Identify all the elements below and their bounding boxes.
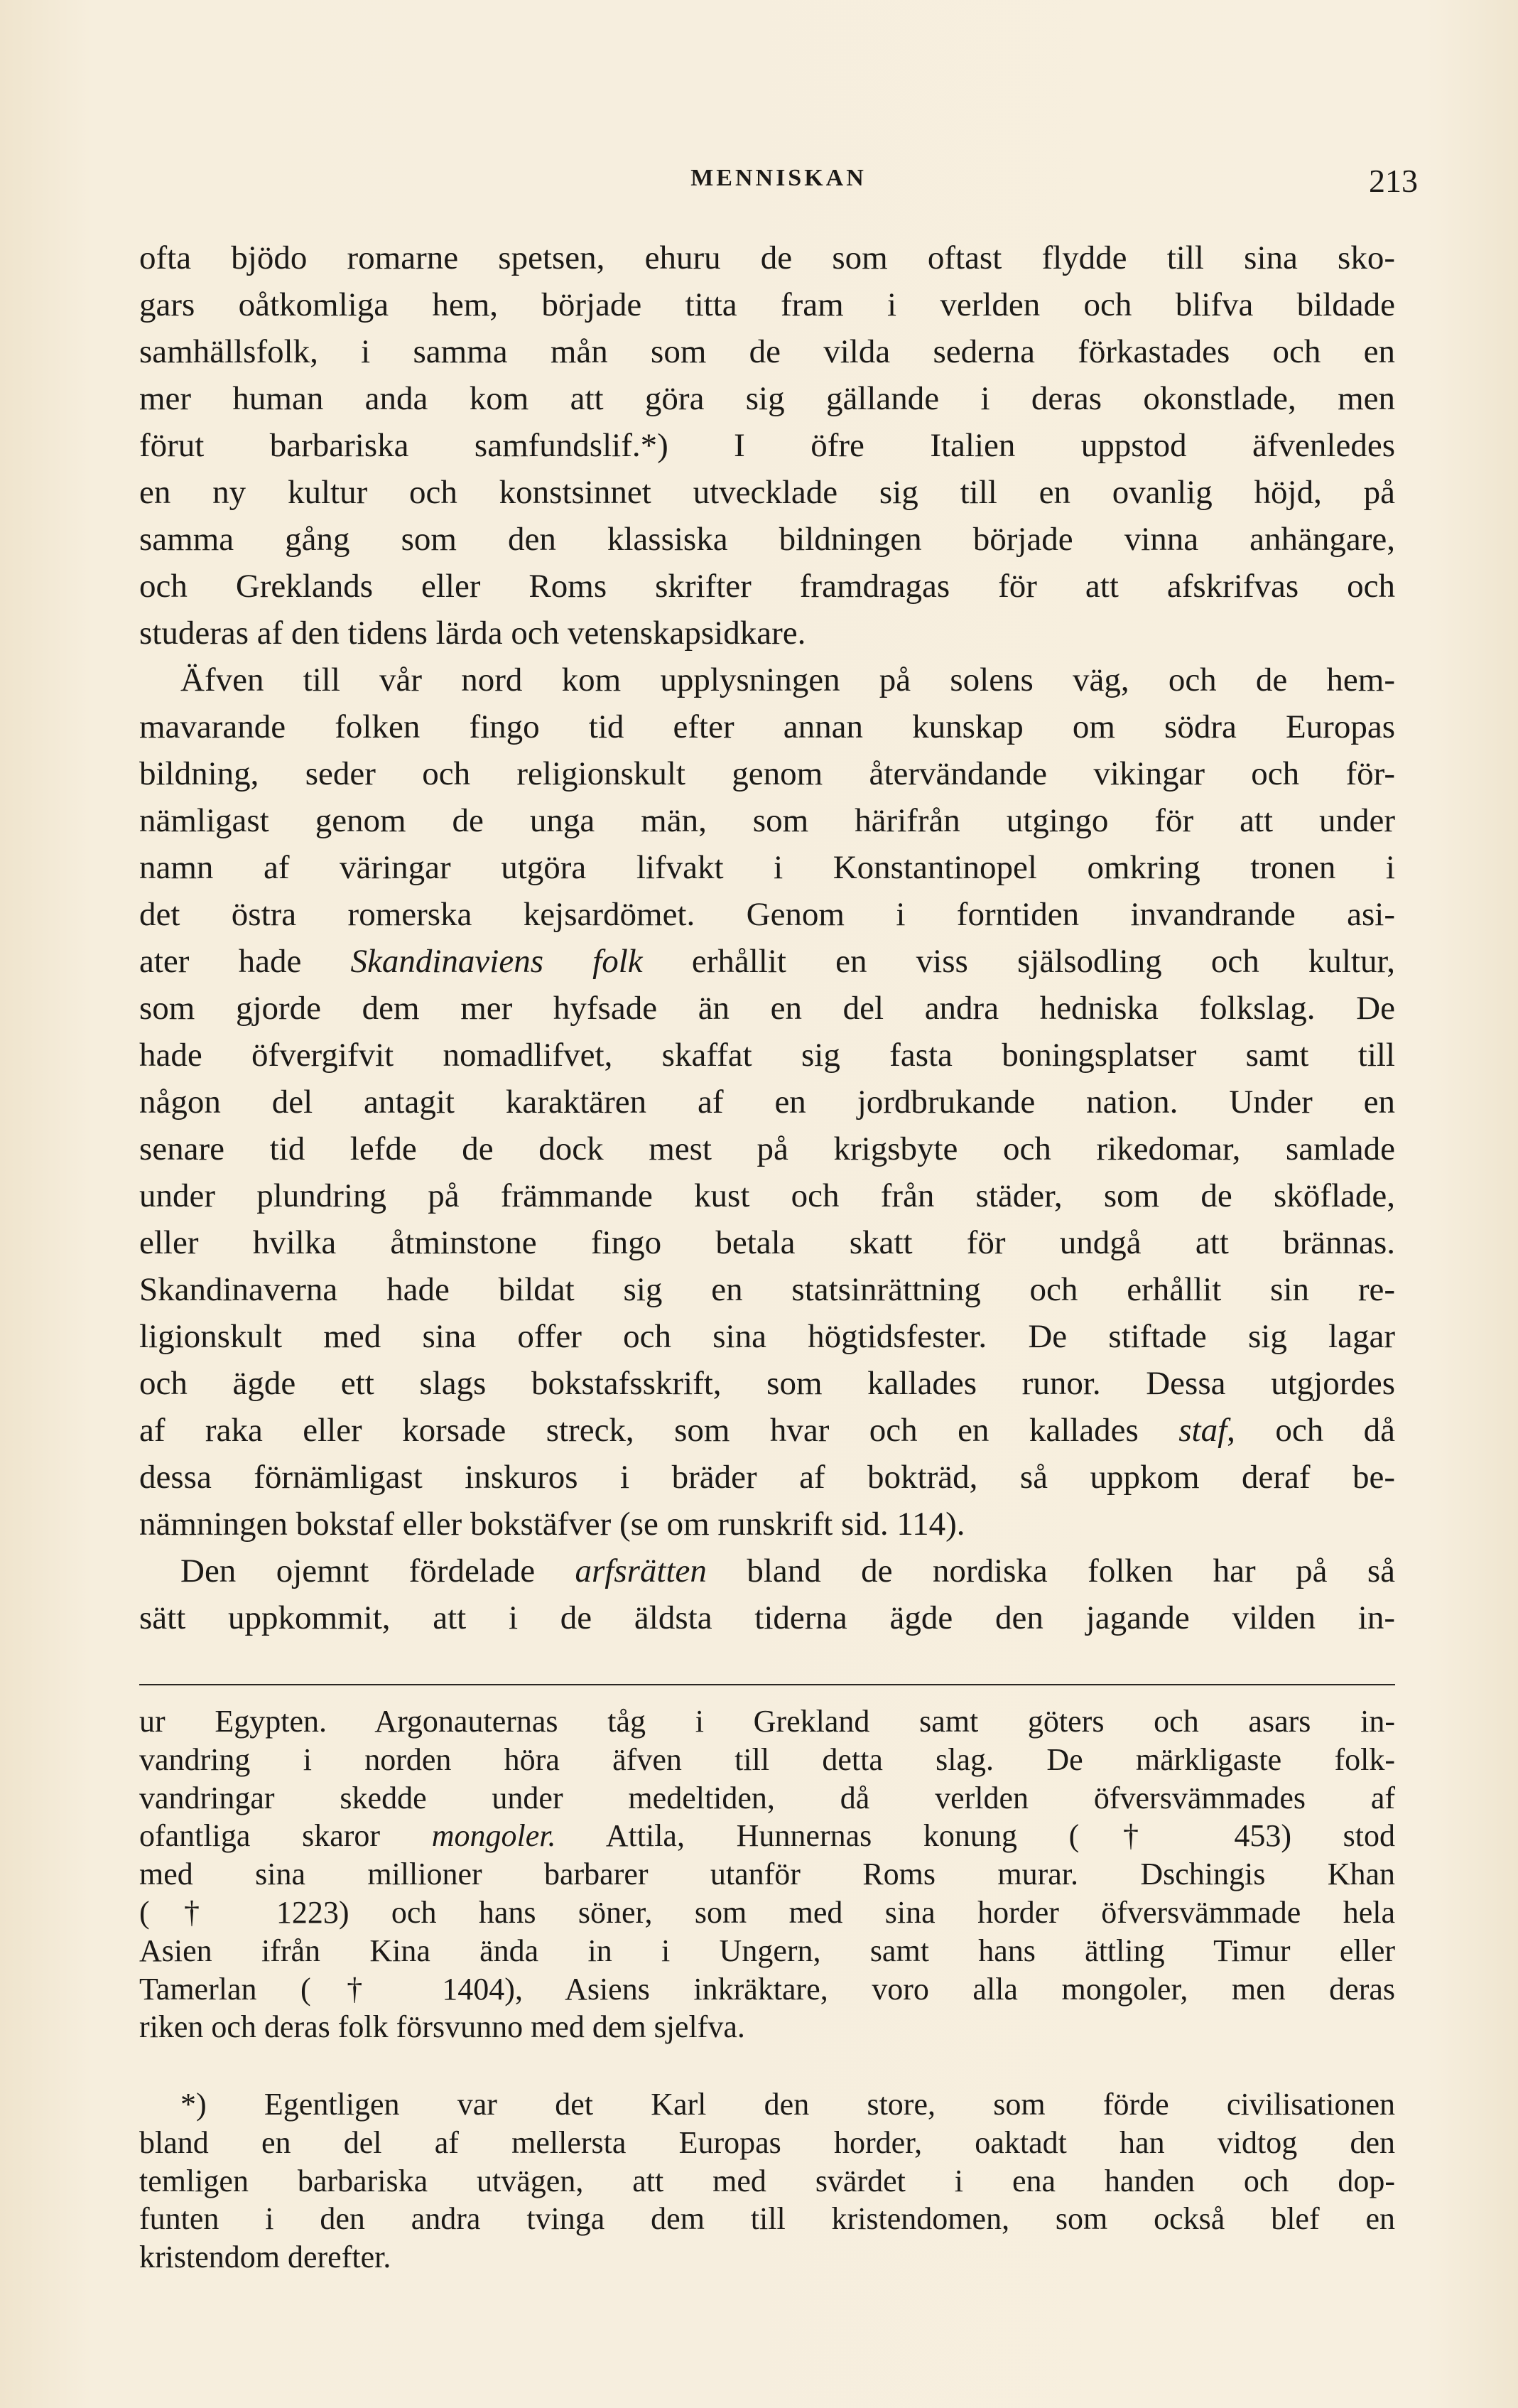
footnote-line: kristendom derefter. [139,2240,391,2275]
body-line: ofta bjödo romarne spetsen, ehuru de som oftast flydde till sina sko- [139,239,1395,276]
body-line: Äfven till vår nord kom upplysningen på solens väg, och de hem- [180,662,1395,698]
body-line [139,1407,1395,1454]
text-run: ater hade [139,943,351,980]
footnote-line: funten i den andra tvinga dem till kristendomen, som också blef en [139,2201,1395,2237]
footnote-continuation [139,1702,1395,2046]
footnote-divider [139,1684,1395,1685]
body-line: hade öfvergifvit nomadlifvet, skaffat sig fasta boningsplatser samt till [139,1037,1395,1074]
body-line [139,1548,1395,1594]
body-line: som gjorde dem mer hyfsade än en del andra hedniska folkslag. De [139,990,1395,1027]
body-line: någon del antagit karaktären af en jordbrukande nation. Under en [139,1084,1395,1121]
body-line: mer human anda kom att göra sig gällande i deras okonstlade, men [139,380,1395,417]
body-line: nämningen bokstaf eller bokstäfver (se om runskrift sid. 114). [139,1506,965,1543]
body-line: dessa förnämligast inskuros i bräder af bokträd, så uppkom deraf be- [139,1459,1395,1496]
body-line [139,938,1395,985]
emphasis-text: staf [1178,1412,1227,1449]
footnote-line: temligen barbariska utvägen, att med svärdet i ena handen och dop- [139,2163,1395,2198]
footnote-line: ur Egypten. Argonauternas tåg i Grekland samt göters och asars in- [139,1704,1395,1739]
text-run: Attila, Hunnernas konung († 453) stod [555,1818,1395,1854]
footnote-line: († 1223) och hans söner, som med sina horder öfversvämmade hela [139,1894,1395,1930]
body-line: sätt uppkommit, att i de äldsta tiderna ägde den jagande vilden in- [139,1599,1395,1636]
body-line: samhällsfolk, i samma mån som de vilda sederna förkastades och en [139,333,1395,370]
body-line: och ägde ett slags bokstafsskrift, som kallades runor. Dessa utgjordes [139,1365,1395,1402]
footnote-line: vandring i norden höra äfven till detta slag. De märkligaste folk- [139,1742,1395,1777]
body-line: studeras af den tidens lärda och vetenskapsidkare. [139,615,806,652]
text-run: Den ojemnt fördelade [180,1553,575,1589]
footnote-line: med sina millioner barbarer utanför Roms murar. Dschingis Khan [139,1857,1395,1892]
footnote-line: Tamerlan († 1404), Asiens inkräktare, voro alla mongoler, men deras [139,1971,1395,2007]
body-line: bildning, seder och religionskult genom återvändande vikingar och för- [139,755,1395,792]
body-line: samma gång som den klassiska bildningen började vinna anhängare, [139,521,1395,558]
footnote-line: bland en del af mellersta Europas horder, oaktadt han vidtog den [139,2124,1395,2160]
text-run: af raka eller korsade streck, som hvar och en kallades [139,1412,1179,1449]
footnote-line: riken och deras folk försvunno med dem sjelfva. [139,2009,745,2045]
body-line: under plundring på främmande kust och från städer, som de sköflade, [139,1177,1395,1214]
body-line: nämligast genom de unga män, som härifrån utgingo för att under [139,802,1395,839]
body-line: namn af väringar utgöra lifvakt i Konstantinopel omkring tronen i [139,849,1395,886]
emphasis-text: arfsrätten [575,1553,707,1589]
body-line: förut barbariska samfundslif.*) I öfre Italien uppstod äfvenledes [139,427,1395,464]
body-line: Skandinaverna hade bildat sig en statsinrättning och erhållit sin re- [139,1271,1395,1308]
body-line: det östra romerska kejsardömet. Genom i forntiden invandrande asi- [139,896,1395,933]
emphasis-text: mongoler. [431,1818,556,1854]
text-run: erhållit en viss själsodling och kultur, [642,943,1396,980]
running-title: MENNISKAN [690,165,867,191]
body-line: en ny kultur och konstsinnet utvecklade sig till en ovanlig höjd, på [139,474,1395,511]
text-run: bland de nordiska folken har på så [706,1553,1395,1589]
text-run: , och då [1227,1412,1395,1449]
page-number: 213 [1369,163,1418,199]
emphasis-text: Skandinaviens folk [350,943,643,980]
body-line: senare tid lefde de dock mest på krigsbyte och rikedomar, samlade [139,1130,1395,1167]
body-line: ligionskult med sina offer och sina högtidsfester. De stiftade sig lagar [139,1318,1395,1355]
running-head [139,162,1418,205]
footnote-asterisk [139,2085,1395,2277]
footnote-line: *) Egentligen var det Karl den store, som förde civilisationen [180,2087,1395,2122]
body-line: och Greklands eller Roms skrifter framdragas för att afskrifvas och [139,568,1395,605]
body-line: mavarande folken fingo tid efter annan kunskap om södra Europas [139,708,1395,745]
text-run: ofantliga skaror [139,1818,432,1854]
main-text [139,234,1395,1641]
footnote-line [139,1817,1395,1855]
body-line: gars oåtkomliga hem, började titta fram i verlden och blifva bildade [139,286,1395,323]
footnote-line: vandringar skedde under medeltiden, då verlden öfversvämmades af [139,1780,1395,1815]
body-line: eller hvilka åtminstone fingo betala skatt för undgå att brännas. [139,1224,1395,1261]
footnote-line: Asien ifrån Kina ända in i Ungern, samt hans ättling Timur eller [139,1933,1395,1968]
